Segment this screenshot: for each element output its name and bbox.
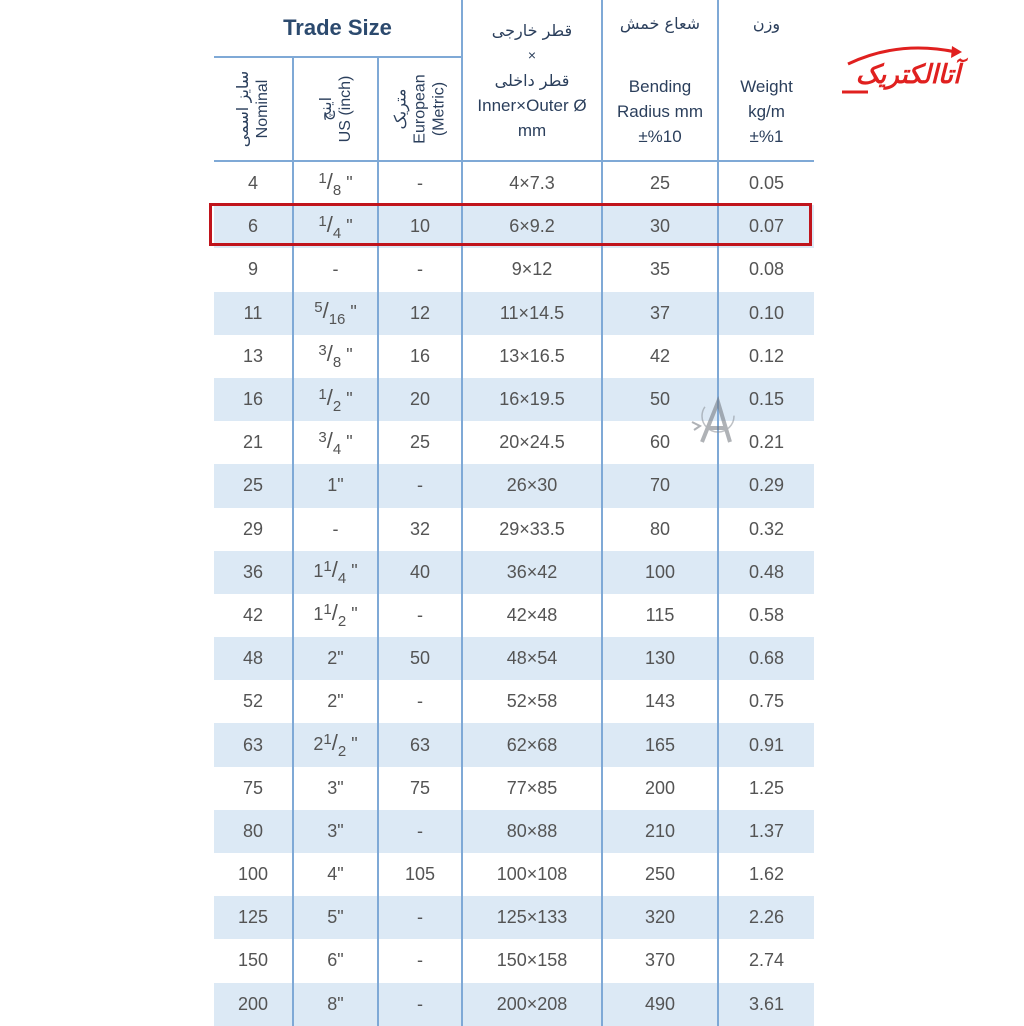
bending-radius-cell: 60 <box>602 421 718 464</box>
diameter-cell: 48×54 <box>462 637 602 680</box>
diameter-heading-fa-outer: قطر خارجی <box>491 20 573 40</box>
diameter-cell: 6×9.2 <box>462 205 602 248</box>
weight-cell: 0.68 <box>718 637 814 680</box>
nominal-cell: 125 <box>214 896 293 939</box>
us-numerator: 1 <box>318 169 327 187</box>
european-cell: - <box>378 161 462 205</box>
bending-radius-cell: 25 <box>602 161 718 205</box>
nominal-cell: 9 <box>214 248 293 291</box>
weight-cell: 0.12 <box>718 335 814 378</box>
us-inch-cell <box>293 983 378 1026</box>
weight-heading-en2: kg/m <box>748 102 785 121</box>
us-denominator: 4 <box>332 440 342 458</box>
european-cell: 10 <box>378 205 462 248</box>
us-inch-mark: " <box>345 302 357 323</box>
table-row <box>214 551 814 594</box>
bending-radius-cell: 37 <box>602 292 718 335</box>
us-inch-cell <box>293 637 378 680</box>
bending-heading-tolerance: ±%10 <box>638 127 682 146</box>
us-numerator: 5 <box>314 299 323 317</box>
diameter-cell: 16×19.5 <box>462 378 602 421</box>
us-whole: 1 <box>313 561 324 582</box>
bending-heading-en2: Radius mm <box>617 102 703 121</box>
bending-radius-cell: 210 <box>602 810 718 853</box>
us-inch-mark: " <box>341 345 353 366</box>
weight-cell: 1.62 <box>718 853 814 896</box>
us-denominator: 2 <box>337 613 347 631</box>
us-numerator: 3 <box>318 428 327 446</box>
nominal-heading <box>214 57 293 161</box>
us-inch-cell <box>293 508 378 551</box>
us-inch-mark: " <box>346 604 358 625</box>
us-inch-cell <box>293 594 378 637</box>
us-numerator: 3 <box>318 342 327 360</box>
us-inch-mark: " <box>341 172 353 193</box>
diameter-cell: 125×133 <box>462 896 602 939</box>
bending-radius-cell: 80 <box>602 508 718 551</box>
weight-cell: 0.32 <box>718 508 814 551</box>
us-slash: / <box>326 168 333 194</box>
weight-cell: 0.08 <box>718 248 814 291</box>
european-cell: 105 <box>378 853 462 896</box>
us-inch-cell <box>293 767 378 810</box>
bending-radius-cell: 143 <box>602 680 718 723</box>
us-inch-heading <box>293 57 378 161</box>
bending-radius-cell: 70 <box>602 464 718 507</box>
us-numerator: 1 <box>323 601 332 619</box>
nominal-cell: 21 <box>214 421 293 464</box>
logo-text: آتاالکتریک <box>855 60 961 90</box>
european-cell: 12 <box>378 292 462 335</box>
us-inch-cell <box>293 810 378 853</box>
us-inch-mark: " <box>341 215 353 236</box>
diameter-cell: 11×14.5 <box>462 292 602 335</box>
nominal-cell: 52 <box>214 680 293 723</box>
bending-heading-en1: Bending <box>628 77 692 96</box>
bending-heading <box>602 0 718 161</box>
trade-size-heading: Trade Size <box>214 0 462 57</box>
european-cell: 16 <box>378 335 462 378</box>
european-cell: - <box>378 810 462 853</box>
table-row <box>214 248 814 291</box>
diameter-cell: 150×158 <box>462 939 602 982</box>
us-inch-cell <box>293 723 378 766</box>
us-inch-cell <box>293 896 378 939</box>
us-slash: / <box>326 427 333 453</box>
table-row <box>214 508 814 551</box>
us-numerator: 1 <box>318 385 327 403</box>
nominal-cell: 11 <box>214 292 293 335</box>
table-row <box>214 680 814 723</box>
us-inch-value: 3" <box>327 820 344 841</box>
nominal-cell: 100 <box>214 853 293 896</box>
european-cell: 25 <box>378 421 462 464</box>
bending-radius-cell: 250 <box>602 853 718 896</box>
weight-cell: 0.29 <box>718 464 814 507</box>
bending-radius-cell: 30 <box>602 205 718 248</box>
us-inch-mark: " <box>341 388 353 409</box>
bending-radius-cell: 165 <box>602 723 718 766</box>
eu-heading-en: European <box>411 74 429 144</box>
nominal-cell: 4 <box>214 161 293 205</box>
nominal-cell: 42 <box>214 594 293 637</box>
conduit-spec-table <box>214 0 814 1026</box>
weight-cell: 0.15 <box>718 378 814 421</box>
table-row <box>214 637 814 680</box>
us-numerator: 1 <box>318 212 327 230</box>
us-heading-fa: اینچ <box>317 96 335 122</box>
nominal-cell: 150 <box>214 939 293 982</box>
us-inch-value: - <box>332 259 339 280</box>
european-cell: 20 <box>378 378 462 421</box>
european-cell: - <box>378 896 462 939</box>
us-slash: / <box>326 211 333 237</box>
table-row <box>214 767 814 810</box>
diameter-cell: 77×85 <box>462 767 602 810</box>
weight-cell: 0.05 <box>718 161 814 205</box>
diameter-cell: 20×24.5 <box>462 421 602 464</box>
us-inch-value: 4" <box>327 864 344 885</box>
european-cell: - <box>378 248 462 291</box>
weight-cell: 0.58 <box>718 594 814 637</box>
european-cell: - <box>378 464 462 507</box>
diameter-cell: 62×68 <box>462 723 602 766</box>
bending-radius-cell: 115 <box>602 594 718 637</box>
bending-radius-cell: 320 <box>602 896 718 939</box>
weight-cell: 2.74 <box>718 939 814 982</box>
table-row <box>214 853 814 896</box>
european-cell: 32 <box>378 508 462 551</box>
us-inch-mark: " <box>346 734 358 755</box>
us-whole: 1 <box>313 604 324 625</box>
us-inch-cell <box>293 205 378 248</box>
weight-heading-fa: وزن <box>752 14 781 33</box>
weight-cell: 1.37 <box>718 810 814 853</box>
us-inch-cell <box>293 939 378 982</box>
us-slash: / <box>331 730 338 756</box>
european-cell: - <box>378 680 462 723</box>
us-numerator: 1 <box>323 731 332 749</box>
diameter-heading-times: × <box>527 46 537 63</box>
table-row <box>214 335 814 378</box>
table-row <box>214 292 814 335</box>
nominal-cell: 16 <box>214 378 293 421</box>
us-whole: 2 <box>313 734 324 755</box>
us-inch-cell <box>293 421 378 464</box>
us-inch-value: 2" <box>327 691 344 712</box>
diameter-cell: 42×48 <box>462 594 602 637</box>
us-inch-value: - <box>332 518 339 539</box>
european-cell: 75 <box>378 767 462 810</box>
weight-heading-en1: Weight <box>740 77 793 96</box>
weight-cell: 3.61 <box>718 983 814 1026</box>
us-slash: / <box>322 298 329 324</box>
table-row <box>214 810 814 853</box>
us-inch-cell <box>293 248 378 291</box>
us-inch-cell <box>293 161 378 205</box>
us-inch-cell <box>293 378 378 421</box>
nominal-cell: 80 <box>214 810 293 853</box>
us-denominator: 4 <box>332 224 342 242</box>
brand-logo <box>838 44 978 100</box>
diameter-heading-unit: mm <box>517 120 547 140</box>
diameter-cell: 100×108 <box>462 853 602 896</box>
us-inch-value: 2" <box>327 648 344 669</box>
table-row <box>214 205 814 248</box>
bending-radius-cell: 200 <box>602 767 718 810</box>
european-cell: - <box>378 983 462 1026</box>
european-cell: 40 <box>378 551 462 594</box>
eu-heading-en2: (Metric) <box>430 81 448 137</box>
us-slash: / <box>331 557 338 583</box>
us-denominator: 8 <box>332 181 342 199</box>
weight-cell: 1.25 <box>718 767 814 810</box>
us-inch-value: 1" <box>327 475 344 496</box>
table-row <box>214 464 814 507</box>
nominal-cell: 63 <box>214 723 293 766</box>
european-cell: - <box>378 594 462 637</box>
bending-radius-cell: 42 <box>602 335 718 378</box>
diameter-cell: 200×208 <box>462 983 602 1026</box>
bending-radius-cell: 370 <box>602 939 718 982</box>
us-inch-cell <box>293 680 378 723</box>
nominal-cell: 13 <box>214 335 293 378</box>
us-inch-value: 8" <box>327 993 344 1014</box>
us-denominator: 16 <box>328 311 346 329</box>
diameter-heading-fa-inner: قطر داخلی <box>494 70 570 90</box>
us-slash: / <box>331 600 338 626</box>
eu-heading-fa: متریک <box>392 88 410 130</box>
diameter-cell: 52×58 <box>462 680 602 723</box>
weight-heading <box>718 0 814 161</box>
us-inch-cell <box>293 292 378 335</box>
diameter-cell: 9×12 <box>462 248 602 291</box>
bending-radius-cell: 50 <box>602 378 718 421</box>
weight-cell: 0.21 <box>718 421 814 464</box>
bending-radius-cell: 35 <box>602 248 718 291</box>
bending-radius-cell: 100 <box>602 551 718 594</box>
us-inch-cell <box>293 551 378 594</box>
us-inch-mark: " <box>346 561 358 582</box>
weight-cell: 0.91 <box>718 723 814 766</box>
table-row <box>214 594 814 637</box>
nominal-cell: 200 <box>214 983 293 1026</box>
diameter-cell: 80×88 <box>462 810 602 853</box>
us-denominator: 4 <box>337 570 347 588</box>
table-row <box>214 939 814 982</box>
nominal-cell: 36 <box>214 551 293 594</box>
us-inch-cell <box>293 853 378 896</box>
table-row <box>214 983 814 1026</box>
weight-cell: 0.10 <box>718 292 814 335</box>
diameter-heading <box>462 0 602 161</box>
weight-heading-tolerance: ±%1 <box>749 127 784 146</box>
diameter-cell: 29×33.5 <box>462 508 602 551</box>
diameter-cell: 13×16.5 <box>462 335 602 378</box>
weight-cell: 0.07 <box>718 205 814 248</box>
us-inch-cell <box>293 335 378 378</box>
us-slash: / <box>326 341 333 367</box>
nominal-cell: 75 <box>214 767 293 810</box>
european-cell: 50 <box>378 637 462 680</box>
us-numerator: 1 <box>323 558 332 576</box>
bending-radius-cell: 490 <box>602 983 718 1026</box>
weight-cell: 2.26 <box>718 896 814 939</box>
table-row <box>214 161 814 205</box>
us-heading-en: US (inch) <box>336 75 354 143</box>
us-inch-value: 5" <box>327 907 344 928</box>
diameter-heading-en: Inner×Outer Ø <box>477 95 587 115</box>
european-cell: 63 <box>378 723 462 766</box>
nominal-heading-fa: سایز اسمی <box>235 70 252 148</box>
european-heading <box>378 57 462 161</box>
us-inch-value: 6" <box>327 950 344 971</box>
weight-cell: 0.48 <box>718 551 814 594</box>
us-inch-mark: " <box>341 431 353 452</box>
ata-logo-icon <box>690 392 740 448</box>
us-inch-value: 3" <box>327 777 344 798</box>
table-row <box>214 896 814 939</box>
table-row <box>214 723 814 766</box>
european-cell: - <box>378 939 462 982</box>
diameter-cell: 26×30 <box>462 464 602 507</box>
us-denominator: 8 <box>332 354 342 372</box>
us-denominator: 2 <box>337 743 347 761</box>
nominal-cell: 6 <box>214 205 293 248</box>
table-body <box>214 161 814 1026</box>
bending-heading-fa: شعاع خمش <box>619 14 701 33</box>
us-inch-cell <box>293 464 378 507</box>
diameter-cell: 4×7.3 <box>462 161 602 205</box>
bending-radius-cell: 130 <box>602 637 718 680</box>
nominal-heading-en: Nominal <box>254 79 271 139</box>
nominal-cell: 48 <box>214 637 293 680</box>
weight-cell: 0.75 <box>718 680 814 723</box>
nominal-cell: 25 <box>214 464 293 507</box>
us-denominator: 2 <box>332 397 342 415</box>
nominal-cell: 29 <box>214 508 293 551</box>
diameter-cell: 36×42 <box>462 551 602 594</box>
us-slash: / <box>326 384 333 410</box>
